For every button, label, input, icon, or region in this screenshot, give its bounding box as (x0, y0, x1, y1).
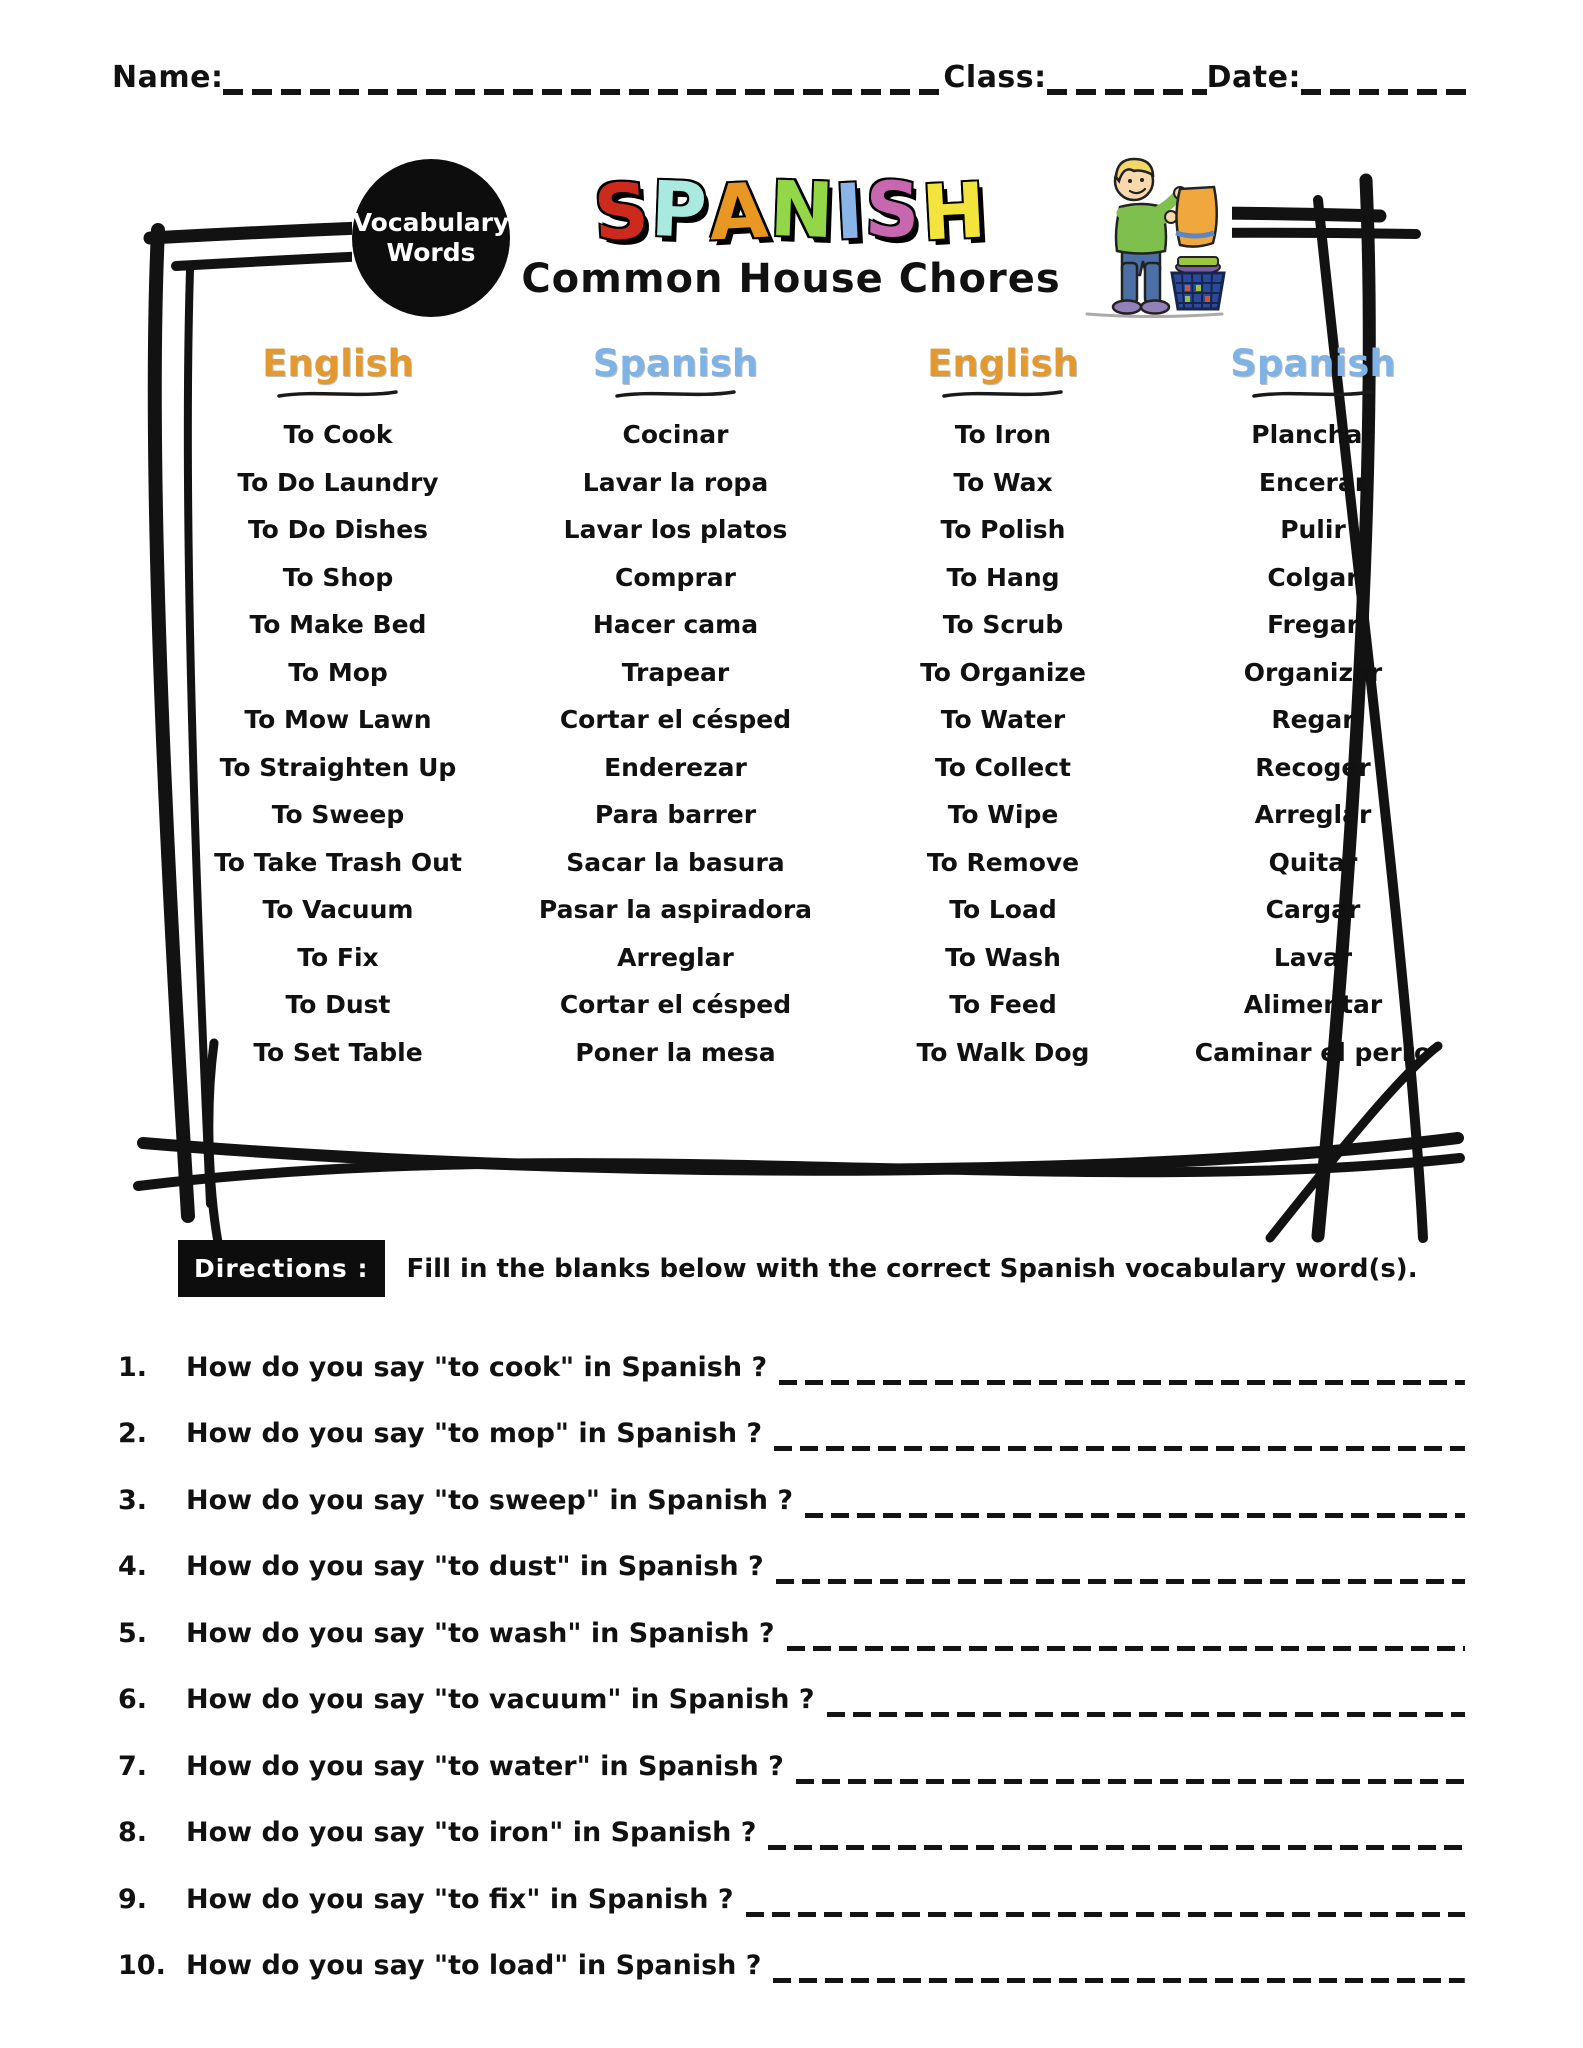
question-row (118, 1584, 1465, 1651)
vocab-word: Regar (1271, 705, 1355, 734)
vocab-word: Enderezar (604, 752, 747, 782)
name-label: Name: (112, 60, 224, 95)
name-blank (223, 65, 943, 95)
vocab-word: Pulir (1280, 515, 1346, 544)
vocab-word: To Wipe (947, 800, 1059, 829)
vocab-word: To Iron (954, 420, 1052, 449)
vocab-word: Cortar el césped (559, 990, 792, 1019)
question-text: How do you say "to iron" in Spanish ? (186, 1817, 757, 1848)
class-label: Class: (943, 60, 1047, 95)
vocab-word: To Water (940, 705, 1066, 734)
directions-text: Fill in the blanks below with the correct Spanish vocabulary word(s). (406, 1253, 1418, 1284)
vocab-word: Quitar (1268, 847, 1358, 877)
vocab-word: Comprar (614, 562, 736, 592)
vocab-word: Colgar (1267, 562, 1359, 592)
vocab-word: Encerar (1258, 467, 1368, 497)
question-number: 3. (118, 1484, 148, 1516)
answer-blank (827, 1689, 1466, 1717)
question-text: How do you say "to fix" in Spanish ? (186, 1883, 734, 1915)
vocab-word: Cocinar (622, 420, 729, 449)
vocab-word: To Shop (282, 562, 394, 592)
vocab-word: To Walk Dog (916, 1037, 1090, 1067)
vocab-word: To Hang (946, 562, 1060, 592)
question-text: How do you say "to wash" in Spanish ? (186, 1617, 775, 1649)
vocab-word: Trapear (621, 657, 730, 687)
vocab-word: Organizar (1243, 657, 1383, 687)
question-number: 9. (118, 1883, 148, 1915)
vocab-word: To Remove (926, 847, 1080, 877)
vocab-word: To Make Bed (249, 610, 427, 639)
question-text: How do you say "to cook" in Spanish ? (186, 1351, 768, 1383)
question-text: How do you say "to water" in Spanish ? (186, 1750, 784, 1782)
class-blank (1047, 65, 1207, 95)
question-number: 1. (118, 1351, 148, 1383)
question-row (118, 1318, 1465, 1385)
vocab-word: Sacar la basura (566, 847, 785, 877)
answer-blank (776, 1556, 1465, 1584)
date-label: Date: (1206, 60, 1301, 95)
title-letter: I (832, 166, 868, 257)
vocab-word: To Dust (285, 990, 391, 1019)
vocab-word: To Do Laundry (237, 467, 439, 497)
question-row (118, 1518, 1465, 1585)
vocab-word: To Polish (940, 515, 1066, 544)
vocab-word: To Sweep (271, 800, 405, 829)
vocab-word: To Feed (949, 990, 1057, 1019)
page-title (516, 163, 1066, 258)
question-row (118, 1651, 1465, 1718)
title-letter: P (649, 164, 711, 255)
vocab-word: Lavar (1273, 942, 1353, 972)
spanish-header-2: Spanish (1230, 342, 1396, 385)
col-spanish-1 (539, 342, 812, 1076)
vocab-word: Para barrer (594, 800, 757, 829)
vocab-word: To Load (949, 895, 1057, 924)
vocab-word: Arreglar (1254, 800, 1372, 829)
question-row (118, 1717, 1465, 1784)
title-cluster (352, 148, 1232, 328)
vocab-word: To Do Dishes (247, 515, 429, 544)
answer-blank (796, 1756, 1465, 1784)
vocab-word: Lavar los platos (563, 515, 788, 544)
vocab-word: Poner la mesa (575, 1037, 776, 1067)
vocab-word: To Set Table (253, 1037, 423, 1067)
question-text: How do you say "to mop" in Spanish ? (186, 1418, 763, 1449)
spanish-list-1 (539, 411, 812, 1076)
english-list-1 (214, 411, 462, 1076)
question-number: 7. (118, 1750, 148, 1782)
vocab-word: Fregar (1267, 610, 1359, 639)
vocab-word: Hacer cama (592, 610, 759, 639)
question-number: 5. (118, 1617, 148, 1649)
title-letter: N (768, 163, 837, 256)
question-list (118, 1318, 1465, 1983)
vocab-word: To Cook (283, 420, 393, 449)
badge-line1: Vocabulary (352, 208, 510, 237)
page-subtitle: Common House Chores (521, 256, 1061, 302)
header-underline (275, 387, 400, 401)
english-header-2: English (927, 342, 1079, 385)
question-number: 4. (118, 1551, 148, 1582)
directions-label: Directions : (178, 1240, 385, 1297)
question-row (118, 1451, 1465, 1518)
vocab-word: To Wash (945, 942, 1061, 972)
answer-blank (773, 1955, 1465, 1983)
question-text: How do you say "to sweep" in Spanish ? (186, 1484, 794, 1516)
vocab-word: To Vacuum (262, 895, 414, 924)
header-underline (1250, 387, 1375, 401)
spanish-list-2 (1195, 411, 1431, 1076)
vocab-word: Cortar el césped (559, 705, 792, 734)
vocab-word: To Straighten Up (219, 752, 457, 782)
title-letter: A (706, 165, 772, 258)
question-number: 6. (118, 1684, 148, 1715)
question-number: 2. (118, 1418, 148, 1449)
question-number: 8. (118, 1817, 148, 1848)
question-text: How do you say "to dust" in Spanish ? (186, 1551, 764, 1582)
directions-row (178, 1240, 1463, 1297)
col-english-2 (917, 342, 1090, 1076)
question-row (118, 1850, 1465, 1917)
col-spanish-2 (1195, 342, 1431, 1076)
vocab-word: To Organize (920, 657, 1086, 687)
vocab-word: Lavar la ropa (582, 467, 769, 497)
id-row (112, 60, 1471, 95)
answer-blank (774, 1423, 1465, 1451)
header-underline (940, 387, 1065, 401)
answer-blank (805, 1490, 1465, 1518)
vocab-word: Planchar (1251, 420, 1375, 449)
title-block (516, 163, 1066, 302)
title-letter: H (919, 165, 991, 258)
vocab-word: Caminar el perro (1194, 1037, 1432, 1067)
spanish-header-1: Spanish (592, 342, 759, 385)
question-row (118, 1917, 1465, 1984)
date-blank (1301, 65, 1471, 95)
header-underline (613, 387, 738, 401)
vocab-word: To Mow Lawn (244, 705, 432, 734)
question-number: 10. (118, 1950, 166, 1981)
vocabulary-words-badge (352, 159, 510, 317)
title-letter: S (591, 165, 654, 258)
vocab-word: Alimentar (1243, 990, 1383, 1019)
english-list-2 (917, 411, 1090, 1076)
vocab-word: To Take Trash Out (214, 847, 462, 877)
vocab-word: To Wax (953, 467, 1053, 497)
question-row (118, 1784, 1465, 1851)
vocab-word: Arreglar (617, 942, 734, 972)
answer-blank (787, 1623, 1465, 1651)
vocab-table (168, 342, 1463, 1076)
vocab-word: To Fix (297, 942, 379, 972)
vocab-word: Pasar la aspiradora (538, 895, 813, 924)
answer-blank (746, 1889, 1465, 1917)
boy-laundry-illustration (1072, 151, 1232, 326)
question-text: How do you say "to vacuum" in Spanish ? (186, 1684, 815, 1715)
title-letter: S (863, 164, 924, 255)
vocab-word: To Scrub (942, 610, 1064, 639)
vocab-word: To Collect (934, 752, 1071, 782)
vocab-word: To Mop (288, 657, 388, 687)
col-english-1 (214, 342, 462, 1076)
vocab-word: Recoger (1255, 752, 1371, 782)
vocab-word: Cargar (1265, 895, 1361, 924)
answer-blank (768, 1822, 1465, 1850)
question-row (118, 1385, 1465, 1452)
english-header-1: English (262, 342, 414, 385)
badge-line2: Words (386, 238, 476, 267)
answer-blank (779, 1357, 1465, 1385)
question-text: How do you say "to load" in Spanish ? (186, 1950, 762, 1981)
